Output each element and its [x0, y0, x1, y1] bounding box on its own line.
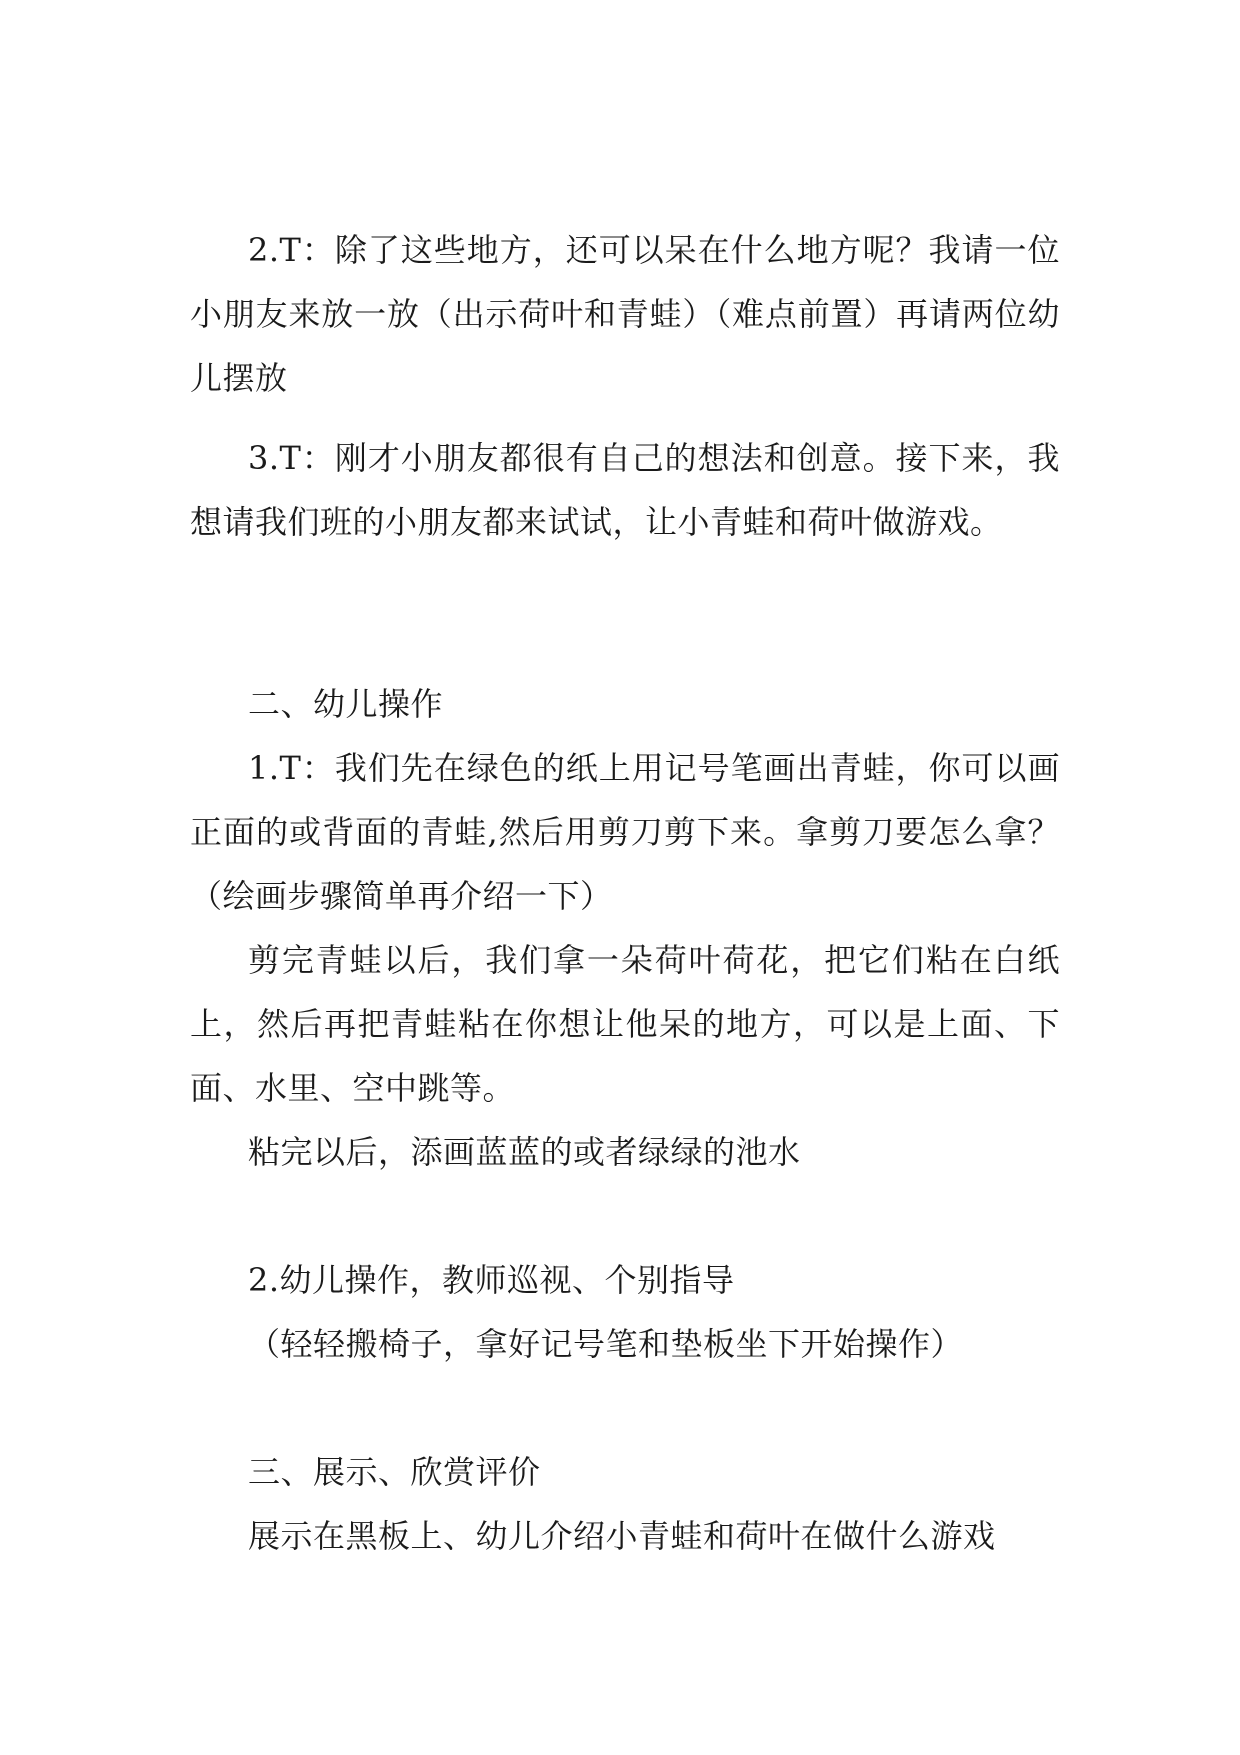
paragraph-display: 展示在黑板上、幼儿介绍小青蛙和荷叶在做什么游戏 [248, 1517, 996, 1555]
paragraph-step-2: 2.T：除了这些地方，还可以呆在什么地方呢？我请一位小朋友来放一放（出示荷叶和青蛙）（难点前置）再请两位幼儿摆放 [190, 231, 1060, 397]
paragraph-operation-note: （轻轻搬椅子，拿好记号笔和垫板坐下开始操作） [248, 1325, 964, 1363]
paragraph-step-3: 3.T：刚才小朋友都很有自己的想法和创意。接下来，我想请我们班的小朋友都来试试，让小青蛙和荷叶做游戏。 [190, 439, 1060, 541]
paragraph-operation-2: 2.幼儿操作，教师巡视、个别指导 [248, 1261, 735, 1299]
section-heading-3: 三、展示、欣赏评价 [248, 1453, 541, 1491]
paragraph-operation-1: 1.T：我们先在绿色的纸上用记号笔画出青蛙，你可以画正面的或背面的青蛙,然后用剪刀剪下来。拿剪刀要怎么拿？（绘画步骤简单再介绍一下） [190, 749, 1060, 915]
section-heading-2: 二、幼儿操作 [248, 685, 444, 723]
paragraph-operation-paint: 粘完以后，添画蓝蓝的或者绿绿的池水 [248, 1133, 801, 1171]
paragraph-operation-cut: 剪完青蛙以后，我们拿一朵荷叶荷花，把它们粘在白纸上，然后再把青蛙粘在你想让他呆的地方，可以是上面、下面、水里、空中跳等。 [190, 941, 1060, 1107]
